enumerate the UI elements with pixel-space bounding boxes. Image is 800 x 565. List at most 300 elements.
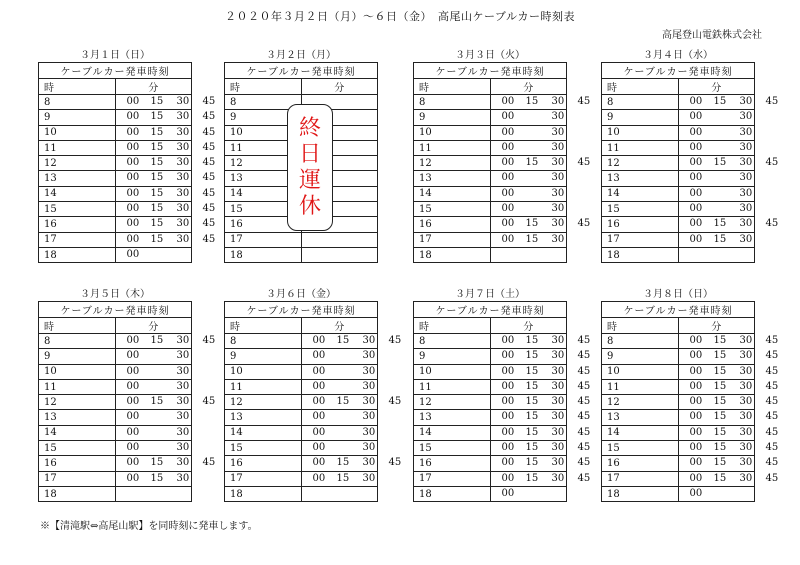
- departure-minute: 00: [126, 126, 140, 138]
- table-row: [602, 486, 755, 501]
- departure-minute: 30: [176, 111, 190, 123]
- departure-minute: 00: [501, 350, 515, 362]
- departure-minute: 15: [525, 335, 539, 346]
- hour-cell: 17: [225, 471, 302, 486]
- departure-minute: 00: [689, 233, 703, 245]
- departure-minute: 00: [501, 203, 515, 215]
- hour-cell: 12: [225, 156, 302, 171]
- schedule-panel: [413, 49, 591, 263]
- minutes-cell: [490, 395, 591, 410]
- table-row: [225, 247, 378, 262]
- hour-cell: 10: [414, 125, 491, 140]
- departure-minute: 15: [150, 96, 164, 107]
- hour-cell: 13: [225, 171, 302, 186]
- table-row: [414, 425, 567, 440]
- departure-minute: 30: [739, 96, 753, 107]
- minutes-cell: [490, 156, 591, 171]
- table-row: [602, 247, 755, 262]
- table-row: [602, 471, 755, 486]
- departure-minute: 15: [713, 350, 727, 362]
- hour-cell: 18: [225, 247, 302, 262]
- departure-minute: 15: [525, 472, 539, 484]
- hour-cell: 11: [225, 379, 302, 394]
- departure-minute: 45: [577, 442, 591, 454]
- minutes-cell: [301, 334, 402, 349]
- departure-minute: 00: [501, 335, 515, 346]
- minutes-cell: [678, 125, 755, 140]
- minutes-cell: [115, 456, 216, 471]
- table-row: [225, 441, 378, 456]
- departure-minute: 15: [525, 411, 539, 423]
- minutes-cell: [115, 156, 216, 171]
- hour-cell: 16: [225, 217, 302, 232]
- minutes-cell: [490, 349, 591, 364]
- hour-cell: 14: [414, 186, 491, 201]
- minutes-cell: [490, 334, 591, 349]
- departure-minute: 00: [689, 487, 703, 499]
- table-row: [225, 232, 378, 247]
- departure-minute: 15: [713, 157, 727, 169]
- hour-cell: 15: [414, 202, 491, 217]
- hour-cell: 10: [225, 125, 302, 140]
- departure-minute: 30: [739, 350, 753, 362]
- departure-minute: 45: [765, 442, 779, 454]
- minutes-cell: [490, 125, 567, 140]
- hour-cell: 18: [602, 247, 679, 262]
- table-row: [39, 125, 192, 140]
- departure-minute: 15: [525, 157, 539, 169]
- table-row: [225, 410, 378, 425]
- table-row: [39, 486, 192, 501]
- table-row: [225, 425, 378, 440]
- minutes-cell: [115, 425, 192, 440]
- table-row: [225, 456, 378, 471]
- departure-minute: 45: [577, 457, 591, 469]
- minutes-cell: [115, 395, 216, 410]
- minutes-cell: [115, 364, 192, 379]
- departure-minute: 00: [689, 350, 703, 362]
- schedule-panel: [413, 288, 591, 502]
- table-row: [602, 171, 755, 186]
- minutes-cell: [301, 349, 378, 364]
- departure-minute: 00: [312, 442, 326, 454]
- table-row: [414, 110, 567, 125]
- schedule-date: ３月３日（火）: [455, 50, 525, 61]
- minutes-cell: [678, 410, 779, 425]
- table-row: [414, 171, 567, 186]
- departure-minute: 00: [126, 472, 140, 484]
- departure-minute: 15: [150, 233, 164, 245]
- departure-minute: 30: [176, 442, 190, 454]
- schedule-date: ３月６日（金）: [266, 289, 336, 300]
- departure-minute: 00: [312, 411, 326, 423]
- hour-cell: 9: [39, 110, 116, 125]
- hour-cell: 18: [39, 486, 116, 501]
- hour-cell: 10: [602, 125, 679, 140]
- hour-cell: 16: [39, 217, 116, 232]
- table-row: [39, 186, 192, 201]
- departure-minute: 15: [150, 126, 164, 138]
- minutes-cell: [301, 232, 378, 247]
- hour-cell: 14: [225, 425, 302, 440]
- table-row: [414, 334, 567, 349]
- hour-cell: 9: [602, 110, 679, 125]
- departure-minute: 00: [501, 233, 515, 245]
- table-caption: ケーブルカー発車時刻: [414, 63, 567, 79]
- departure-minute: 00: [126, 350, 140, 362]
- departure-minute: 30: [739, 111, 753, 123]
- departure-minute: 15: [713, 380, 727, 392]
- hour-column-header: 時: [225, 79, 302, 95]
- departure-minute: 30: [362, 365, 376, 377]
- hour-cell: 14: [414, 425, 491, 440]
- table-row: [602, 125, 755, 140]
- departure-minute: 00: [126, 457, 140, 469]
- departure-minute: 30: [551, 426, 565, 438]
- table-row: [414, 186, 567, 201]
- table-row: [414, 349, 567, 364]
- table-row: [414, 364, 567, 379]
- departure-minute: 30: [176, 350, 190, 362]
- departure-minute: 00: [689, 442, 703, 454]
- departure-minute: 00: [501, 442, 515, 454]
- minutes-cell: [678, 171, 755, 186]
- departure-minute: 45: [202, 141, 216, 153]
- table-row: [602, 202, 755, 217]
- departure-minute: 15: [713, 233, 727, 245]
- table-row: [39, 140, 192, 155]
- departure-minute: 45: [577, 218, 591, 230]
- table-row: [414, 125, 567, 140]
- table-row: [602, 456, 755, 471]
- departure-minute: 30: [362, 442, 376, 454]
- departure-minute: 45: [202, 172, 216, 184]
- hour-cell: 10: [39, 364, 116, 379]
- departure-minute: 30: [176, 172, 190, 184]
- departure-minute: 00: [126, 141, 140, 153]
- hour-cell: 17: [39, 471, 116, 486]
- departure-minute: 30: [551, 233, 565, 245]
- table-row: [602, 140, 755, 155]
- departure-minute: 45: [577, 335, 591, 346]
- closed-char: 終: [298, 115, 321, 141]
- minutes-cell: [115, 471, 192, 486]
- hour-cell: 14: [602, 186, 679, 201]
- departure-minute: 00: [689, 96, 703, 107]
- departure-minute: 30: [176, 141, 190, 153]
- departure-minute: 45: [577, 350, 591, 362]
- minutes-cell: [490, 456, 591, 471]
- table-row: [414, 247, 567, 262]
- minutes-cell: [115, 247, 192, 262]
- hour-cell: 9: [414, 110, 491, 125]
- departure-minute: 30: [176, 203, 190, 215]
- departure-minute: 45: [765, 426, 779, 438]
- schedule-date: ３月５日（木）: [80, 289, 150, 300]
- page-title: ２０２０年３月２日（月）～６日（金） 高尾山ケーブルカー時刻表: [224, 10, 575, 23]
- departure-minute: 30: [551, 472, 565, 484]
- departure-minute: 00: [689, 187, 703, 199]
- hour-cell: 17: [414, 471, 491, 486]
- schedule-panel: [601, 288, 779, 502]
- hour-cell: 8: [414, 334, 491, 349]
- departure-minute: 30: [362, 426, 376, 438]
- hour-cell: 10: [39, 125, 116, 140]
- company-name: 高尾登山電鉄株式会社: [662, 30, 762, 41]
- hour-cell: 18: [414, 486, 491, 501]
- departure-minute: 15: [525, 380, 539, 392]
- minute-column-header: 分: [301, 318, 378, 334]
- hour-cell: 14: [602, 425, 679, 440]
- minutes-cell: [678, 364, 779, 379]
- departure-minute: 45: [765, 335, 779, 346]
- table-row: [39, 247, 192, 262]
- departure-minute: 45: [202, 111, 216, 123]
- departure-minute: 15: [150, 187, 164, 199]
- table-row: [414, 441, 567, 456]
- departure-minute: 00: [689, 365, 703, 377]
- hour-cell: 8: [225, 95, 302, 110]
- hour-cell: 15: [602, 441, 679, 456]
- departure-minute: 45: [388, 396, 402, 408]
- departure-minute: 45: [577, 426, 591, 438]
- departure-minute: 45: [765, 96, 779, 107]
- hour-cell: 17: [225, 232, 302, 247]
- minute-column-header: 分: [115, 318, 192, 334]
- departure-minute: 15: [336, 457, 350, 469]
- departure-minute: 30: [176, 157, 190, 169]
- departure-minute: 30: [362, 457, 376, 469]
- minute-column-header: 分: [301, 79, 378, 95]
- table-row: [602, 95, 755, 110]
- hour-cell: 16: [602, 456, 679, 471]
- hour-cell: 13: [602, 171, 679, 186]
- table-row: [39, 379, 192, 394]
- table-row: [39, 171, 192, 186]
- table-row: [602, 349, 755, 364]
- departure-minute: 00: [312, 380, 326, 392]
- minutes-cell: [115, 349, 192, 364]
- departure-minute: 30: [739, 172, 753, 184]
- departure-minute: 45: [765, 457, 779, 469]
- table-row: [414, 486, 567, 501]
- table-row: [39, 395, 192, 410]
- departure-minute: 30: [739, 233, 753, 245]
- minutes-cell: [115, 441, 192, 456]
- departure-minute: 00: [689, 157, 703, 169]
- departure-minute: 30: [551, 203, 565, 215]
- departure-minute: 30: [739, 187, 753, 199]
- departure-minute: 45: [202, 233, 216, 245]
- minutes-cell: [678, 156, 779, 171]
- schedule-panel: [601, 49, 779, 263]
- minutes-cell: [678, 456, 779, 471]
- table-caption: ケーブルカー発車時刻: [414, 302, 567, 318]
- departure-minute: 30: [362, 335, 376, 346]
- timetable: [601, 301, 779, 502]
- table-row: [414, 395, 567, 410]
- departure-minute: 30: [176, 411, 190, 423]
- departure-minute: 00: [689, 411, 703, 423]
- minutes-cell: [115, 140, 216, 155]
- minutes-cell: [678, 217, 779, 232]
- hour-cell: 15: [39, 202, 116, 217]
- schedule-panel: [38, 288, 216, 502]
- table-row: [414, 156, 567, 171]
- departure-minute: 15: [150, 141, 164, 153]
- minutes-cell: [490, 217, 591, 232]
- minutes-cell: [490, 95, 591, 110]
- minutes-cell: [678, 395, 779, 410]
- departure-minute: 30: [176, 187, 190, 199]
- hour-cell: 13: [414, 410, 491, 425]
- hour-cell: 11: [602, 379, 679, 394]
- hour-cell: 17: [602, 232, 679, 247]
- hour-column-header: 時: [602, 79, 679, 95]
- minutes-cell: [678, 202, 755, 217]
- departure-minute: 15: [525, 233, 539, 245]
- departure-minute: 30: [739, 126, 753, 138]
- minutes-cell: [301, 471, 378, 486]
- minutes-cell: [678, 110, 755, 125]
- departure-minute: 30: [739, 335, 753, 346]
- departure-minute: 00: [689, 218, 703, 230]
- hour-cell: 16: [602, 217, 679, 232]
- hour-cell: 15: [225, 441, 302, 456]
- table-caption: ケーブルカー発車時刻: [39, 302, 192, 318]
- departure-minute: 15: [525, 442, 539, 454]
- table-row: [414, 95, 567, 110]
- departure-minute: 15: [150, 203, 164, 215]
- minutes-cell: [490, 471, 591, 486]
- hour-cell: 11: [414, 140, 491, 155]
- hour-cell: 8: [414, 95, 491, 110]
- table-caption: ケーブルカー発車時刻: [39, 63, 192, 79]
- departure-minute: 30: [551, 396, 565, 408]
- table-row: [39, 410, 192, 425]
- minutes-cell: [301, 364, 378, 379]
- closed-char: 運: [298, 167, 321, 193]
- departure-minute: 15: [150, 157, 164, 169]
- departure-minute: 00: [312, 457, 326, 469]
- hour-cell: 9: [602, 349, 679, 364]
- schedule-date: ３月２日（月）: [266, 50, 336, 61]
- departure-minute: 30: [551, 96, 565, 107]
- closed-char: 日: [298, 141, 321, 167]
- departure-minute: 30: [551, 187, 565, 199]
- departure-minute: 45: [202, 157, 216, 169]
- departure-minute: 15: [713, 426, 727, 438]
- departure-minute: 45: [577, 396, 591, 408]
- minutes-cell: [678, 379, 779, 394]
- departure-minute: 00: [501, 457, 515, 469]
- minute-column-header: 分: [678, 318, 755, 334]
- table-row: [225, 379, 378, 394]
- table-row: [602, 156, 755, 171]
- hour-cell: 18: [414, 247, 491, 262]
- minutes-cell: [301, 441, 378, 456]
- departure-minute: 00: [689, 457, 703, 469]
- hour-cell: 12: [39, 395, 116, 410]
- table-row: [602, 232, 755, 247]
- hour-cell: 12: [225, 395, 302, 410]
- departure-minute: 30: [739, 365, 753, 377]
- departure-minute: 00: [126, 335, 140, 346]
- hour-column-header: 時: [39, 318, 116, 334]
- minute-column-header: 分: [490, 318, 567, 334]
- table-row: [39, 364, 192, 379]
- timetable: [601, 62, 779, 263]
- departure-minute: 30: [739, 426, 753, 438]
- minute-column-header: 分: [490, 79, 567, 95]
- schedule-panel: [224, 288, 402, 502]
- table-row: [414, 456, 567, 471]
- minute-column-header: 分: [678, 79, 755, 95]
- departure-minute: 00: [689, 426, 703, 438]
- hour-cell: 11: [39, 140, 116, 155]
- departure-minute: 00: [126, 442, 140, 454]
- minutes-cell: [678, 471, 779, 486]
- departure-minute: 30: [362, 472, 376, 484]
- departure-minute: 30: [362, 380, 376, 392]
- hour-cell: 15: [414, 441, 491, 456]
- departure-minute: 45: [388, 335, 402, 346]
- departure-minute: 15: [713, 396, 727, 408]
- departure-minute: 45: [765, 157, 779, 169]
- minutes-cell: [115, 202, 216, 217]
- departure-minute: 00: [689, 111, 703, 123]
- hour-column-header: 時: [414, 79, 491, 95]
- minutes-cell: [115, 110, 216, 125]
- minutes-cell: [115, 232, 216, 247]
- departure-minute: 15: [525, 96, 539, 107]
- departure-minute: 45: [577, 472, 591, 484]
- departure-minute: 45: [202, 457, 216, 469]
- departure-minute: 30: [176, 472, 190, 484]
- minutes-cell: [678, 441, 779, 456]
- departure-minute: 15: [150, 111, 164, 123]
- timetable: [224, 301, 402, 502]
- table-row: [602, 425, 755, 440]
- minutes-cell: [490, 202, 567, 217]
- hour-cell: 13: [39, 171, 116, 186]
- table-row: [414, 140, 567, 155]
- departure-minute: 00: [501, 141, 515, 153]
- minutes-cell: [678, 425, 779, 440]
- hour-cell: 18: [602, 486, 679, 501]
- table-row: [225, 395, 378, 410]
- departure-minute: 30: [176, 426, 190, 438]
- table-row: [39, 334, 192, 349]
- departure-minute: 30: [551, 350, 565, 362]
- minutes-cell: [678, 232, 755, 247]
- hour-cell: 16: [225, 456, 302, 471]
- departure-minute: 30: [739, 203, 753, 215]
- departure-minute: 15: [525, 218, 539, 230]
- minutes-cell: [490, 110, 567, 125]
- table-row: [414, 232, 567, 247]
- minutes-cell: [490, 379, 591, 394]
- departure-minute: 30: [176, 380, 190, 392]
- table-row: [602, 110, 755, 125]
- departure-minute: 45: [577, 411, 591, 423]
- table-row: [414, 379, 567, 394]
- departure-minute: 45: [765, 350, 779, 362]
- departure-minute: 00: [126, 172, 140, 184]
- table-caption: ケーブルカー発車時刻: [602, 63, 755, 79]
- minutes-cell: [490, 140, 567, 155]
- departure-minute: 15: [150, 457, 164, 469]
